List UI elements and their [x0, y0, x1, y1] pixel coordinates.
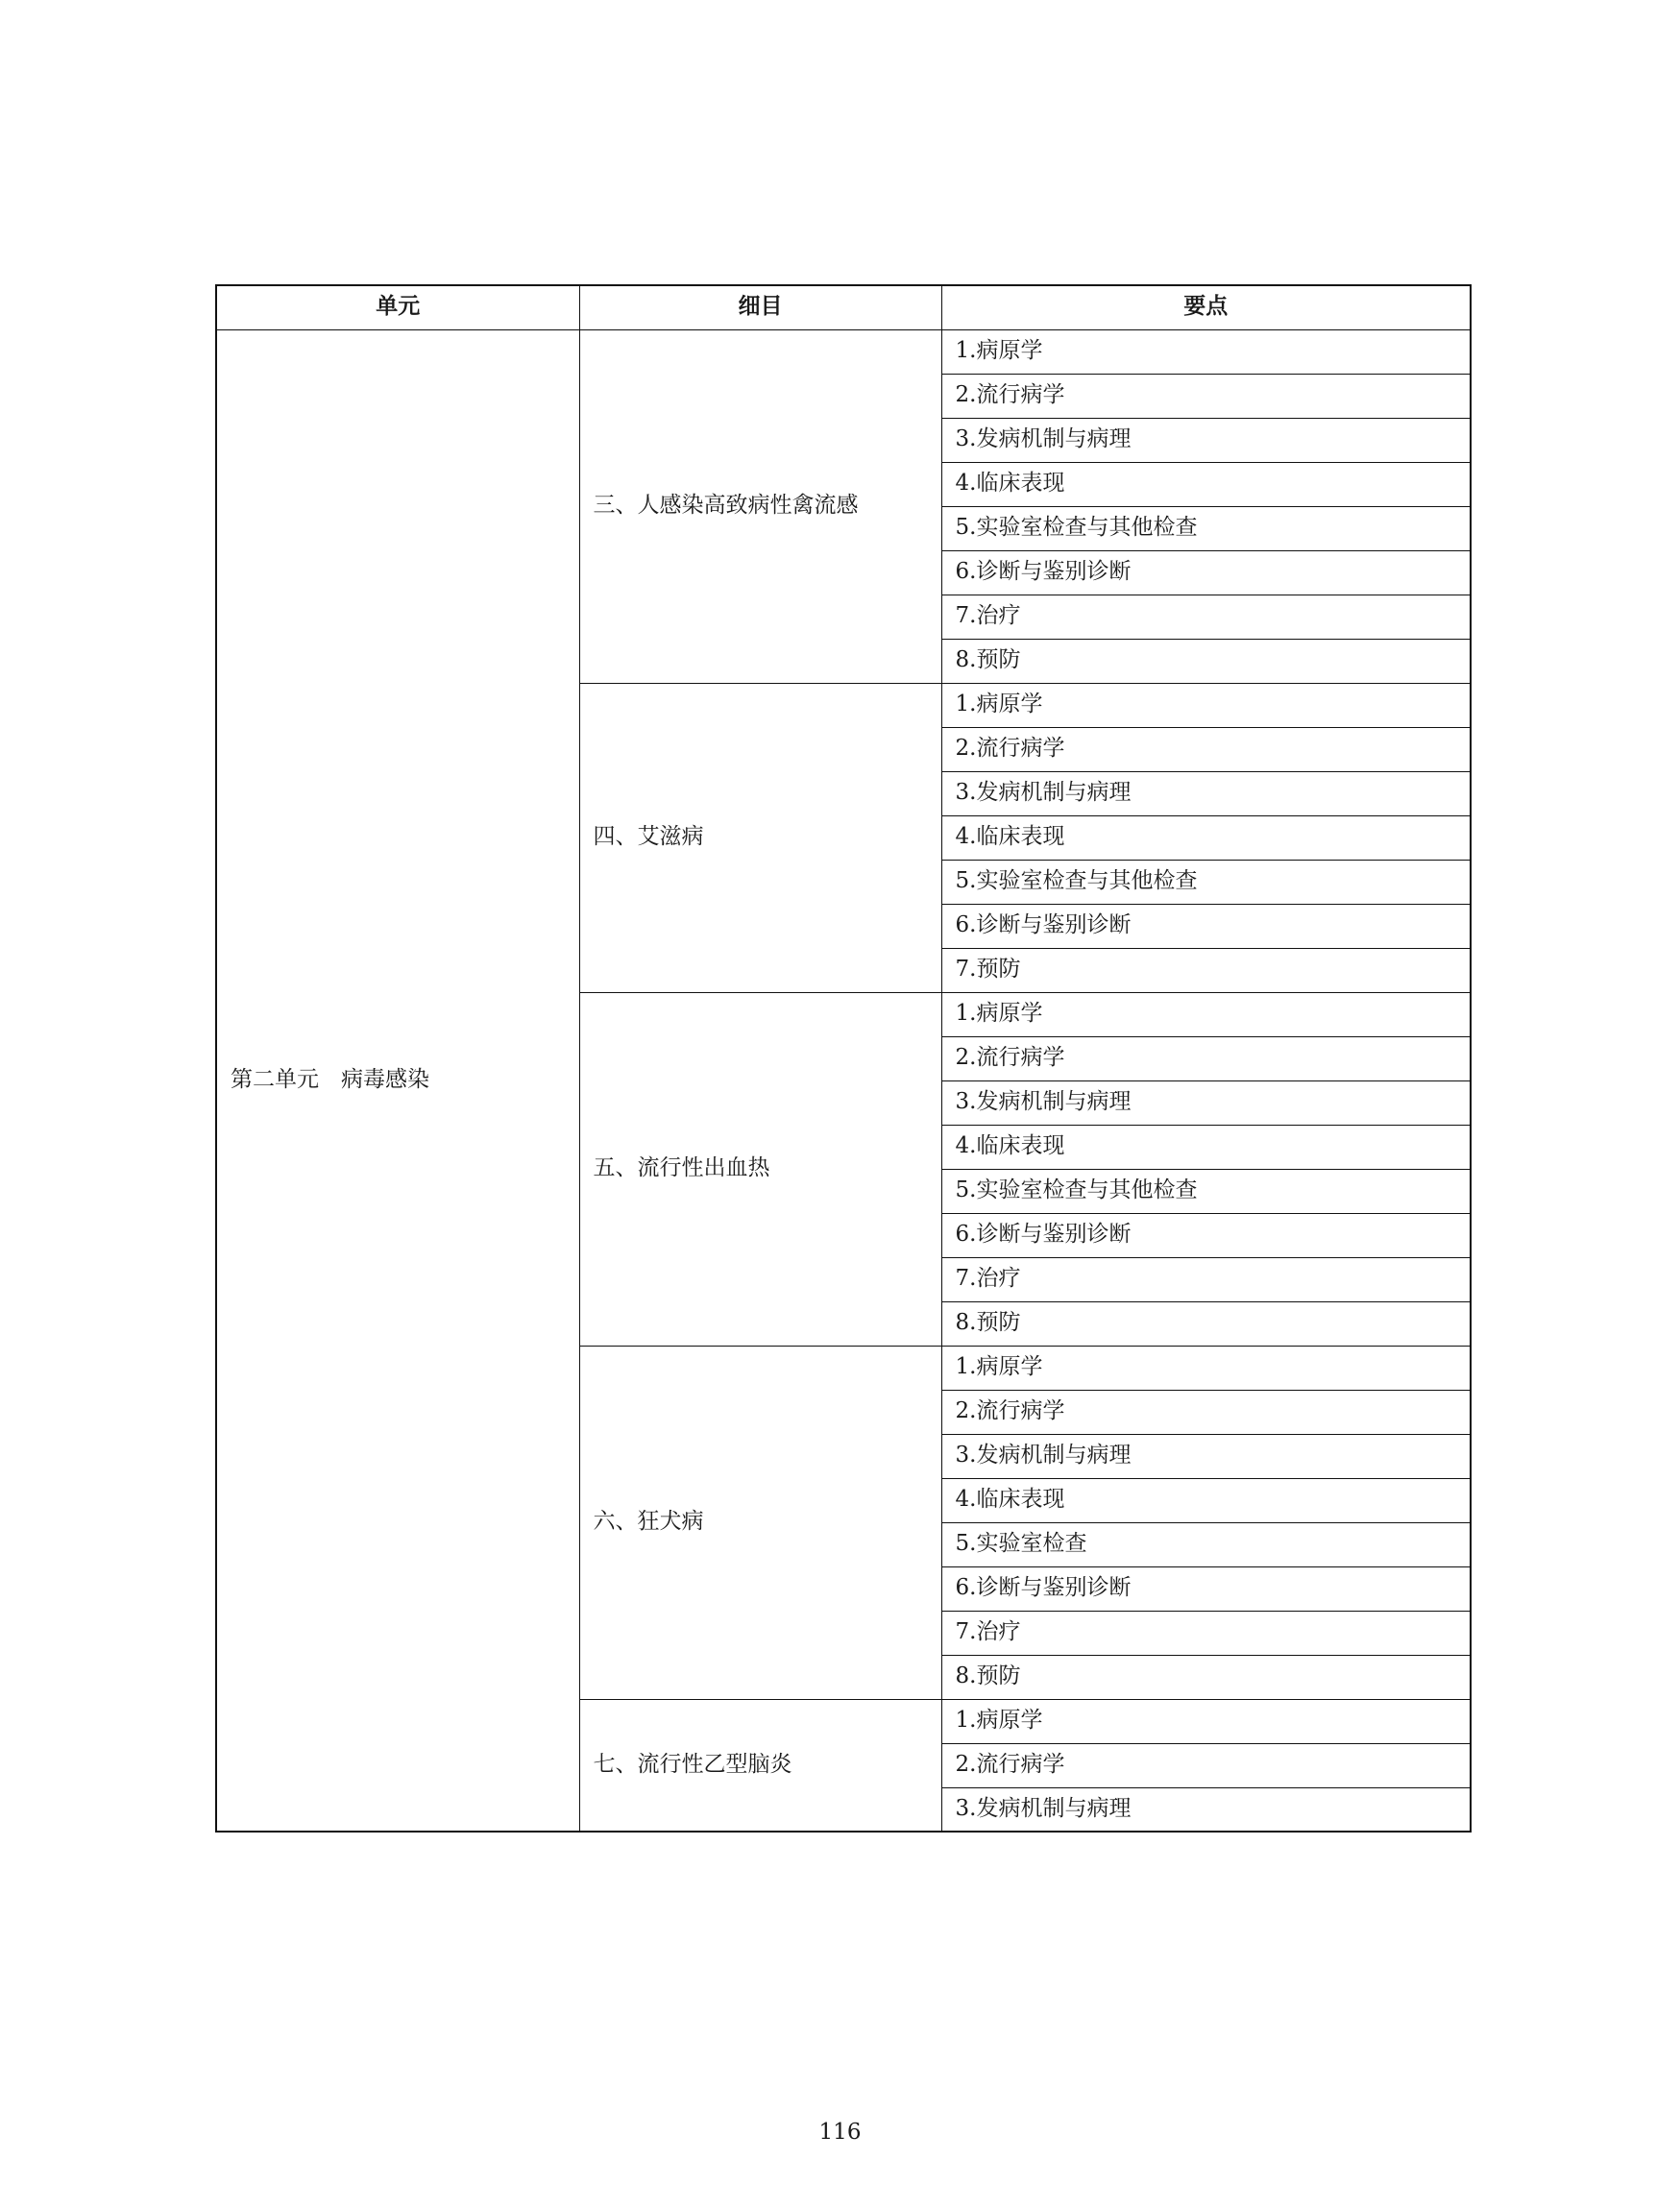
point-cell: 3.发病机制与病理 [941, 771, 1471, 815]
point-cell: 7.治疗 [941, 1611, 1471, 1655]
point-cell: 1.病原学 [941, 329, 1471, 374]
point-cell: 8.预防 [941, 1301, 1471, 1346]
point-cell: 3.发病机制与病理 [941, 1434, 1471, 1478]
point-cell: 1.病原学 [941, 1346, 1471, 1390]
table-row [216, 329, 1471, 374]
point-cell: 4.临床表现 [941, 815, 1471, 860]
point-cell: 6.诊断与鉴别诊断 [941, 904, 1471, 948]
table-header-row [216, 285, 1471, 329]
item-cell: 七、流行性乙型脑炎 [579, 1699, 941, 1832]
point-cell: 6.诊断与鉴别诊断 [941, 1213, 1471, 1257]
item-cell: 三、人感染高致病性禽流感 [579, 329, 941, 683]
table-body [216, 329, 1471, 1832]
header-item: 细目 [579, 285, 941, 329]
point-cell: 6.诊断与鉴别诊断 [941, 550, 1471, 595]
point-cell: 4.临床表现 [941, 462, 1471, 506]
page-number: 116 [818, 2120, 862, 2145]
point-cell: 7.治疗 [941, 595, 1471, 639]
point-cell: 3.发病机制与病理 [941, 418, 1471, 462]
point-cell: 1.病原学 [941, 1699, 1471, 1743]
syllabus-table [215, 284, 1472, 1833]
point-cell: 2.流行病学 [941, 727, 1471, 771]
point-cell: 7.预防 [941, 948, 1471, 992]
point-cell: 5.实验室检查与其他检查 [941, 506, 1471, 550]
point-cell: 3.发病机制与病理 [941, 1787, 1471, 1832]
point-cell: 5.实验室检查与其他检查 [941, 1169, 1471, 1213]
point-cell: 1.病原学 [941, 992, 1471, 1036]
point-cell: 8.预防 [941, 1655, 1471, 1699]
header-unit: 单元 [216, 285, 579, 329]
item-cell: 五、流行性出血热 [579, 992, 941, 1346]
point-cell: 2.流行病学 [941, 1036, 1471, 1080]
point-cell: 4.临床表现 [941, 1125, 1471, 1169]
header-points: 要点 [941, 285, 1471, 329]
point-cell: 4.临床表现 [941, 1478, 1471, 1522]
item-cell: 六、狂犬病 [579, 1346, 941, 1699]
point-cell: 2.流行病学 [941, 1743, 1471, 1787]
unit-cell: 第二单元 病毒感染 [216, 329, 579, 1832]
point-cell: 7.治疗 [941, 1257, 1471, 1301]
point-cell: 2.流行病学 [941, 374, 1471, 418]
point-cell: 5.实验室检查 [941, 1522, 1471, 1566]
point-cell: 6.诊断与鉴别诊断 [941, 1566, 1471, 1611]
point-cell: 1.病原学 [941, 683, 1471, 727]
item-cell: 四、艾滋病 [579, 683, 941, 992]
point-cell: 3.发病机制与病理 [941, 1080, 1471, 1125]
point-cell: 5.实验室检查与其他检查 [941, 860, 1471, 904]
point-cell: 2.流行病学 [941, 1390, 1471, 1434]
point-cell: 8.预防 [941, 639, 1471, 683]
